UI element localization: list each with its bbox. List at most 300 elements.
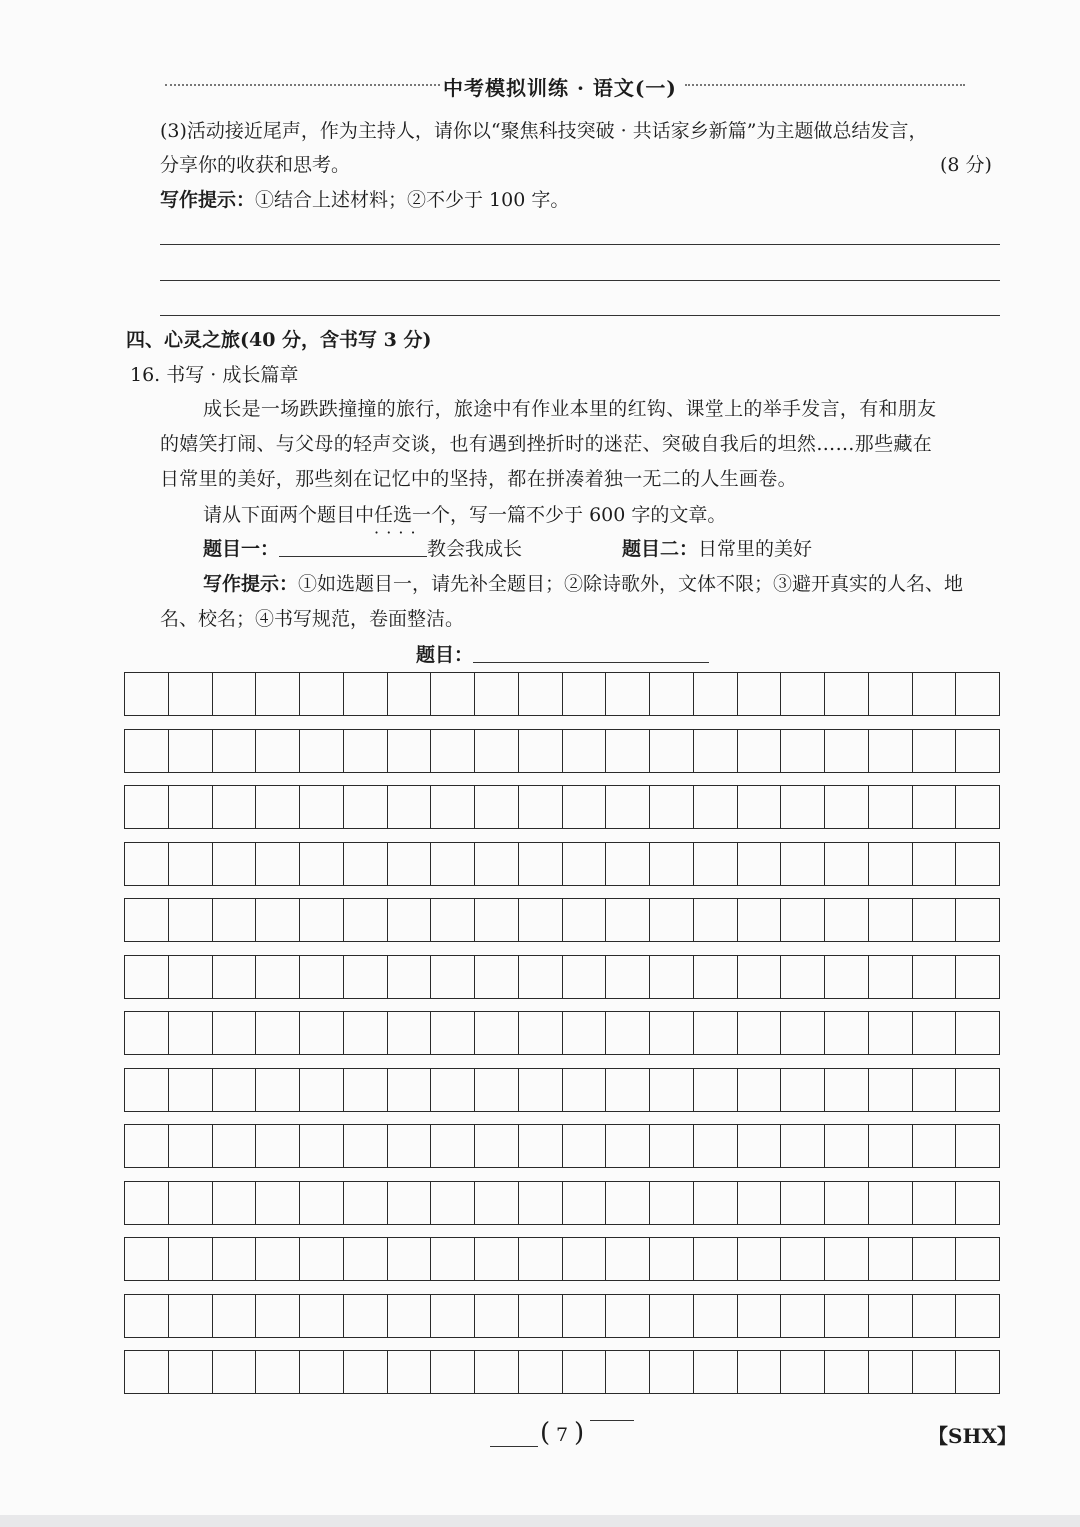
grid-cell[interactable] bbox=[781, 1351, 825, 1393]
grid-cell[interactable] bbox=[825, 1295, 869, 1337]
q3-prompt-line2: 分享你的收获和思考。 bbox=[160, 154, 351, 176]
grid-cell[interactable] bbox=[388, 899, 432, 941]
grid-cell[interactable] bbox=[563, 786, 607, 828]
grid-cell[interactable] bbox=[956, 899, 999, 941]
grid-cell[interactable] bbox=[213, 1238, 257, 1280]
grid-cell[interactable] bbox=[213, 1069, 257, 1111]
grid-cell[interactable] bbox=[125, 1351, 169, 1393]
grid-cell[interactable] bbox=[563, 843, 607, 885]
grid-cell[interactable] bbox=[956, 956, 999, 998]
grid-row bbox=[124, 1237, 1000, 1281]
grid-cell[interactable] bbox=[913, 673, 957, 715]
grid-cell[interactable] bbox=[563, 899, 607, 941]
grid-cell[interactable] bbox=[169, 899, 213, 941]
grid-cell[interactable] bbox=[213, 899, 257, 941]
grid-cell[interactable] bbox=[694, 1351, 738, 1393]
grid-cell[interactable] bbox=[475, 956, 519, 998]
grid-cell[interactable] bbox=[913, 1295, 957, 1337]
grid-cell[interactable] bbox=[125, 1295, 169, 1337]
grid-cell[interactable] bbox=[300, 1295, 344, 1337]
grid-cell[interactable] bbox=[519, 1125, 563, 1167]
instruction-post: ，写一篇不少于 600 字的文章。 bbox=[450, 504, 727, 526]
grid-cell[interactable] bbox=[256, 843, 300, 885]
grid-cell[interactable] bbox=[431, 1012, 475, 1054]
grid-cell[interactable] bbox=[213, 1125, 257, 1167]
grid-cell[interactable] bbox=[869, 899, 913, 941]
grid-cell[interactable] bbox=[781, 843, 825, 885]
grid-cell[interactable] bbox=[125, 843, 169, 885]
grid-cell[interactable] bbox=[694, 899, 738, 941]
grid-cell[interactable] bbox=[388, 1351, 432, 1393]
grid-cell[interactable] bbox=[475, 1069, 519, 1111]
grid-cell[interactable] bbox=[519, 1295, 563, 1337]
grid-cell[interactable] bbox=[344, 1238, 388, 1280]
grid-cell[interactable] bbox=[213, 673, 257, 715]
grid-cell[interactable] bbox=[300, 956, 344, 998]
grid-cell[interactable] bbox=[825, 1012, 869, 1054]
grid-cell[interactable] bbox=[256, 1295, 300, 1337]
grid-cell[interactable] bbox=[125, 1182, 169, 1224]
grid-cell[interactable] bbox=[169, 956, 213, 998]
grid-cell[interactable] bbox=[781, 1012, 825, 1054]
grid-cell[interactable] bbox=[869, 1125, 913, 1167]
instruction-pre: 请从下面两个题目中 bbox=[203, 504, 375, 526]
grid-cell[interactable] bbox=[519, 786, 563, 828]
grid-cell[interactable] bbox=[563, 1069, 607, 1111]
grid-cell[interactable] bbox=[256, 786, 300, 828]
grid-cell[interactable] bbox=[256, 1182, 300, 1224]
grid-cell[interactable] bbox=[913, 1069, 957, 1111]
grid-cell[interactable] bbox=[475, 1238, 519, 1280]
grid-cell[interactable] bbox=[344, 843, 388, 885]
grid-cell[interactable] bbox=[519, 1069, 563, 1111]
grid-cell[interactable] bbox=[256, 956, 300, 998]
grid-cell[interactable] bbox=[431, 1125, 475, 1167]
grid-cell[interactable] bbox=[913, 899, 957, 941]
grid-cell[interactable] bbox=[519, 899, 563, 941]
grid-cell[interactable] bbox=[169, 1351, 213, 1393]
grid-cell[interactable] bbox=[431, 956, 475, 998]
grid-cell[interactable] bbox=[563, 673, 607, 715]
grid-cell[interactable] bbox=[169, 1295, 213, 1337]
grid-cell[interactable] bbox=[781, 1125, 825, 1167]
grid-cell[interactable] bbox=[694, 1295, 738, 1337]
grid-cell[interactable] bbox=[431, 899, 475, 941]
grid-cell[interactable] bbox=[431, 1069, 475, 1111]
grid-cell[interactable] bbox=[519, 1238, 563, 1280]
grid-cell[interactable] bbox=[606, 673, 650, 715]
grid-cell[interactable] bbox=[169, 1182, 213, 1224]
grid-cell[interactable] bbox=[431, 730, 475, 772]
grid-cell[interactable] bbox=[606, 730, 650, 772]
topic-option-2 bbox=[622, 536, 812, 562]
grid-cell[interactable] bbox=[738, 843, 782, 885]
grid-cell[interactable] bbox=[738, 1238, 782, 1280]
grid-cell[interactable] bbox=[694, 956, 738, 998]
q3-hint-label: 写作提示： bbox=[160, 189, 256, 211]
q16-material-line3: 日常里的美好，那些刻在记忆中的坚持，都在拼凑着独一无二的人生画卷。 bbox=[160, 468, 797, 490]
grid-cell[interactable] bbox=[694, 1125, 738, 1167]
grid-cell[interactable] bbox=[650, 1069, 694, 1111]
grid-cell[interactable] bbox=[213, 786, 257, 828]
grid-cell[interactable] bbox=[694, 786, 738, 828]
grid-cell[interactable] bbox=[825, 843, 869, 885]
grid-cell[interactable] bbox=[781, 730, 825, 772]
grid-cell[interactable] bbox=[956, 1012, 999, 1054]
grid-cell[interactable] bbox=[475, 1351, 519, 1393]
topic1-blank-input[interactable] bbox=[279, 536, 427, 557]
grid-cell[interactable] bbox=[125, 730, 169, 772]
grid-cell[interactable] bbox=[738, 899, 782, 941]
grid-cell[interactable] bbox=[563, 1351, 607, 1393]
grid-cell[interactable] bbox=[388, 1012, 432, 1054]
grid-cell[interactable] bbox=[650, 899, 694, 941]
grid-cell[interactable] bbox=[869, 1069, 913, 1111]
grid-cell[interactable] bbox=[344, 1182, 388, 1224]
grid-row bbox=[124, 1124, 1000, 1168]
grid-cell[interactable] bbox=[169, 786, 213, 828]
grid-cell[interactable] bbox=[606, 956, 650, 998]
grid-cell[interactable] bbox=[475, 786, 519, 828]
grid-cell[interactable] bbox=[344, 1069, 388, 1111]
grid-cell[interactable] bbox=[738, 1182, 782, 1224]
grid-cell[interactable] bbox=[913, 1351, 957, 1393]
grid-cell[interactable] bbox=[475, 899, 519, 941]
grid-cell[interactable] bbox=[388, 786, 432, 828]
grid-cell[interactable] bbox=[956, 673, 999, 715]
grid-cell[interactable] bbox=[606, 1238, 650, 1280]
grid-cell[interactable] bbox=[781, 899, 825, 941]
grid-cell[interactable] bbox=[169, 1012, 213, 1054]
grid-cell[interactable] bbox=[125, 1125, 169, 1167]
grid-cell[interactable] bbox=[738, 1351, 782, 1393]
page-number bbox=[490, 1418, 635, 1452]
grid-cell[interactable] bbox=[650, 843, 694, 885]
grid-cell[interactable] bbox=[694, 1012, 738, 1054]
grid-cell[interactable] bbox=[125, 899, 169, 941]
grid-cell[interactable] bbox=[169, 1238, 213, 1280]
grid-cell[interactable] bbox=[694, 730, 738, 772]
grid-cell[interactable] bbox=[300, 1351, 344, 1393]
grid-cell[interactable] bbox=[475, 730, 519, 772]
grid-cell[interactable] bbox=[519, 673, 563, 715]
grid-cell[interactable] bbox=[388, 1295, 432, 1337]
grid-cell[interactable] bbox=[781, 1182, 825, 1224]
instruction-emphasis: 任选一个 · · · · bbox=[374, 502, 450, 528]
grid-row bbox=[124, 1011, 1000, 1055]
grid-cell[interactable] bbox=[869, 673, 913, 715]
grid-cell[interactable] bbox=[431, 1351, 475, 1393]
grid-cell[interactable] bbox=[256, 1012, 300, 1054]
topic-option-1 bbox=[203, 536, 522, 562]
grid-cell[interactable] bbox=[781, 1069, 825, 1111]
topic1-label: 题目一： bbox=[203, 538, 280, 560]
grid-cell[interactable] bbox=[738, 673, 782, 715]
q3-score: (8 分) bbox=[940, 154, 992, 176]
grid-cell[interactable] bbox=[431, 1182, 475, 1224]
grid-cell[interactable] bbox=[300, 1238, 344, 1280]
grid-cell[interactable] bbox=[825, 1238, 869, 1280]
grid-cell[interactable] bbox=[956, 786, 999, 828]
grid-cell[interactable] bbox=[388, 956, 432, 998]
grid-cell[interactable] bbox=[213, 1351, 257, 1393]
grid-cell[interactable] bbox=[300, 730, 344, 772]
grid-cell[interactable] bbox=[781, 956, 825, 998]
grid-cell[interactable] bbox=[256, 673, 300, 715]
grid-cell[interactable] bbox=[825, 673, 869, 715]
essay-title-field bbox=[416, 642, 709, 668]
grid-cell[interactable] bbox=[563, 1182, 607, 1224]
grid-cell[interactable] bbox=[650, 1351, 694, 1393]
grid-cell[interactable] bbox=[869, 956, 913, 998]
q16-material-line2: 的嬉笑打闹、与父母的轻声交谈，也有遇到挫折时的迷茫、突破自我后的坦然……那些藏在 bbox=[160, 433, 933, 455]
grid-cell[interactable] bbox=[869, 843, 913, 885]
grid-cell[interactable] bbox=[344, 1351, 388, 1393]
grid-cell[interactable] bbox=[475, 1125, 519, 1167]
grid-cell[interactable] bbox=[344, 673, 388, 715]
grid-cell[interactable] bbox=[519, 1182, 563, 1224]
grid-cell[interactable] bbox=[606, 899, 650, 941]
grid-cell[interactable] bbox=[125, 956, 169, 998]
grid-cell[interactable] bbox=[300, 1182, 344, 1224]
grid-cell[interactable] bbox=[825, 899, 869, 941]
grid-cell[interactable] bbox=[825, 786, 869, 828]
grid-cell[interactable] bbox=[125, 1238, 169, 1280]
grid-cell[interactable] bbox=[956, 1238, 999, 1280]
grid-cell[interactable] bbox=[256, 1351, 300, 1393]
grid-cell[interactable] bbox=[738, 1125, 782, 1167]
grid-cell[interactable] bbox=[825, 1069, 869, 1111]
grid-cell[interactable] bbox=[825, 1351, 869, 1393]
grid-cell[interactable] bbox=[213, 1012, 257, 1054]
grid-cell[interactable] bbox=[431, 1238, 475, 1280]
grid-cell[interactable] bbox=[606, 1351, 650, 1393]
page-number-paren-left: ( bbox=[540, 1418, 551, 1448]
grid-cell[interactable] bbox=[913, 786, 957, 828]
grid-cell[interactable] bbox=[606, 1012, 650, 1054]
grid-cell[interactable] bbox=[913, 1182, 957, 1224]
grid-cell[interactable] bbox=[300, 786, 344, 828]
grid-cell[interactable] bbox=[169, 1069, 213, 1111]
grid-cell[interactable] bbox=[650, 1295, 694, 1337]
grid-cell[interactable] bbox=[431, 786, 475, 828]
grid-cell[interactable] bbox=[825, 1182, 869, 1224]
grid-cell[interactable] bbox=[125, 786, 169, 828]
grid-cell[interactable] bbox=[213, 1295, 257, 1337]
grid-cell[interactable] bbox=[213, 1182, 257, 1224]
grid-cell[interactable] bbox=[738, 730, 782, 772]
q3-hint-text: ①结合上述材料；②不少于 100 字。 bbox=[255, 189, 570, 211]
grid-cell[interactable] bbox=[344, 1125, 388, 1167]
grid-row bbox=[124, 1068, 1000, 1112]
grid-cell[interactable] bbox=[431, 1295, 475, 1337]
grid-cell[interactable] bbox=[388, 1125, 432, 1167]
grid-cell[interactable] bbox=[300, 899, 344, 941]
grid-cell[interactable] bbox=[869, 1238, 913, 1280]
grid-cell[interactable] bbox=[256, 1238, 300, 1280]
grid-cell[interactable] bbox=[256, 899, 300, 941]
grid-cell[interactable] bbox=[125, 1069, 169, 1111]
grid-cell[interactable] bbox=[956, 1295, 999, 1337]
grid-cell[interactable] bbox=[869, 1351, 913, 1393]
grid-row bbox=[124, 785, 1000, 829]
grid-cell[interactable] bbox=[738, 786, 782, 828]
grid-cell[interactable] bbox=[913, 1238, 957, 1280]
answer-line-2[interactable] bbox=[160, 280, 1000, 281]
grid-cell[interactable] bbox=[213, 730, 257, 772]
page-number-underline-right bbox=[590, 1420, 634, 1421]
grid-cell[interactable] bbox=[781, 786, 825, 828]
grid-cell[interactable] bbox=[256, 730, 300, 772]
grid-cell[interactable] bbox=[388, 1238, 432, 1280]
grid-cell[interactable] bbox=[913, 730, 957, 772]
grid-cell[interactable] bbox=[519, 730, 563, 772]
q16-hint-label: 写作提示： bbox=[203, 573, 299, 595]
grid-cell[interactable] bbox=[825, 730, 869, 772]
grid-cell[interactable] bbox=[606, 786, 650, 828]
grid-cell[interactable] bbox=[738, 1069, 782, 1111]
grid-cell[interactable] bbox=[869, 786, 913, 828]
grid-cell[interactable] bbox=[125, 1012, 169, 1054]
grid-cell[interactable] bbox=[388, 843, 432, 885]
grid-cell[interactable] bbox=[650, 730, 694, 772]
grid-cell[interactable] bbox=[694, 1069, 738, 1111]
grid-cell[interactable] bbox=[475, 673, 519, 715]
grid-cell[interactable] bbox=[563, 1238, 607, 1280]
grid-cell[interactable] bbox=[869, 1182, 913, 1224]
grid-cell[interactable] bbox=[475, 1182, 519, 1224]
grid-cell[interactable] bbox=[738, 1295, 782, 1337]
grid-cell[interactable] bbox=[781, 1295, 825, 1337]
grid-cell[interactable] bbox=[738, 956, 782, 998]
grid-cell[interactable] bbox=[169, 843, 213, 885]
grid-cell[interactable] bbox=[694, 673, 738, 715]
grid-cell[interactable] bbox=[913, 1125, 957, 1167]
grid-row bbox=[124, 1350, 1000, 1394]
grid-cell[interactable] bbox=[825, 956, 869, 998]
grid-cell[interactable] bbox=[344, 786, 388, 828]
grid-cell[interactable] bbox=[606, 1182, 650, 1224]
grid-cell[interactable] bbox=[650, 1125, 694, 1167]
grid-row bbox=[124, 672, 1000, 716]
grid-cell[interactable] bbox=[650, 1238, 694, 1280]
grid-cell[interactable] bbox=[869, 730, 913, 772]
page-header bbox=[165, 70, 965, 100]
grid-row bbox=[124, 898, 1000, 942]
grid-cell[interactable] bbox=[300, 1012, 344, 1054]
grid-cell[interactable] bbox=[738, 1012, 782, 1054]
grid-cell[interactable] bbox=[694, 1238, 738, 1280]
grid-cell[interactable] bbox=[475, 1295, 519, 1337]
grid-cell[interactable] bbox=[563, 1295, 607, 1337]
grid-cell[interactable] bbox=[519, 956, 563, 998]
grid-cell[interactable] bbox=[213, 843, 257, 885]
grid-cell[interactable] bbox=[913, 956, 957, 998]
grid-cell[interactable] bbox=[650, 786, 694, 828]
grid-cell[interactable] bbox=[300, 843, 344, 885]
essay-title-input[interactable] bbox=[473, 642, 709, 663]
grid-cell[interactable] bbox=[213, 956, 257, 998]
grid-cell[interactable] bbox=[431, 673, 475, 715]
page-number-paren-right: ) bbox=[574, 1418, 585, 1448]
grid-row bbox=[124, 729, 1000, 773]
grid-cell[interactable] bbox=[606, 1295, 650, 1337]
grid-cell[interactable] bbox=[519, 843, 563, 885]
grid-cell[interactable] bbox=[913, 1012, 957, 1054]
grid-cell[interactable] bbox=[475, 843, 519, 885]
grid-cell[interactable] bbox=[956, 1351, 999, 1393]
grid-cell[interactable] bbox=[256, 1125, 300, 1167]
grid-cell[interactable] bbox=[650, 673, 694, 715]
grid-cell[interactable] bbox=[563, 730, 607, 772]
grid-cell[interactable] bbox=[388, 1182, 432, 1224]
grid-cell[interactable] bbox=[563, 1012, 607, 1054]
grid-cell[interactable] bbox=[956, 1182, 999, 1224]
grid-cell[interactable] bbox=[606, 843, 650, 885]
grid-cell[interactable] bbox=[519, 1351, 563, 1393]
grid-cell[interactable] bbox=[694, 843, 738, 885]
answer-line-3[interactable] bbox=[160, 315, 1000, 316]
grid-cell[interactable] bbox=[913, 843, 957, 885]
header-dotted-rule-left bbox=[165, 84, 440, 86]
grid-cell[interactable] bbox=[956, 1069, 999, 1111]
grid-cell[interactable] bbox=[869, 1295, 913, 1337]
grid-cell[interactable] bbox=[650, 1182, 694, 1224]
grid-cell[interactable] bbox=[344, 1295, 388, 1337]
grid-cell[interactable] bbox=[256, 1069, 300, 1111]
q16-hint-line1 bbox=[203, 571, 963, 597]
grid-cell[interactable] bbox=[956, 730, 999, 772]
grid-cell[interactable] bbox=[169, 673, 213, 715]
grid-cell[interactable] bbox=[694, 1182, 738, 1224]
topic1-text: 教会我成长 bbox=[427, 538, 523, 560]
grid-cell[interactable] bbox=[475, 1012, 519, 1054]
answer-line-1[interactable] bbox=[160, 244, 1000, 245]
grid-cell[interactable] bbox=[125, 673, 169, 715]
grid-cell[interactable] bbox=[344, 1012, 388, 1054]
q16-title: 16. 书写 · 成长篇章 bbox=[130, 364, 299, 386]
grid-cell[interactable] bbox=[300, 1125, 344, 1167]
grid-cell[interactable] bbox=[825, 1125, 869, 1167]
grid-cell[interactable] bbox=[519, 1012, 563, 1054]
q3-hint bbox=[160, 187, 569, 213]
grid-cell[interactable] bbox=[956, 843, 999, 885]
topic2-text: 日常里的美好 bbox=[698, 538, 813, 560]
grid-cell[interactable] bbox=[388, 1069, 432, 1111]
grid-cell[interactable] bbox=[344, 899, 388, 941]
grid-cell[interactable] bbox=[431, 843, 475, 885]
grid-cell[interactable] bbox=[344, 730, 388, 772]
grid-cell[interactable] bbox=[388, 730, 432, 772]
grid-cell[interactable] bbox=[781, 673, 825, 715]
grid-cell[interactable] bbox=[606, 1125, 650, 1167]
grid-cell[interactable] bbox=[169, 1125, 213, 1167]
grid-cell[interactable] bbox=[344, 956, 388, 998]
grid-cell[interactable] bbox=[781, 1238, 825, 1280]
grid-cell[interactable] bbox=[956, 1125, 999, 1167]
grid-cell[interactable] bbox=[300, 1069, 344, 1111]
grid-cell[interactable] bbox=[563, 1125, 607, 1167]
grid-cell[interactable] bbox=[388, 673, 432, 715]
q16-material-line1: 成长是一场跌跌撞撞的旅行，旅途中有作业本里的红钩、课堂上的举手发言，有和朋友 bbox=[203, 398, 937, 420]
grid-cell[interactable] bbox=[169, 730, 213, 772]
grid-cell[interactable] bbox=[650, 1012, 694, 1054]
grid-cell[interactable] bbox=[650, 956, 694, 998]
grid-cell[interactable] bbox=[300, 673, 344, 715]
grid-cell[interactable] bbox=[869, 1012, 913, 1054]
grid-cell[interactable] bbox=[563, 956, 607, 998]
grid-cell[interactable] bbox=[606, 1069, 650, 1111]
